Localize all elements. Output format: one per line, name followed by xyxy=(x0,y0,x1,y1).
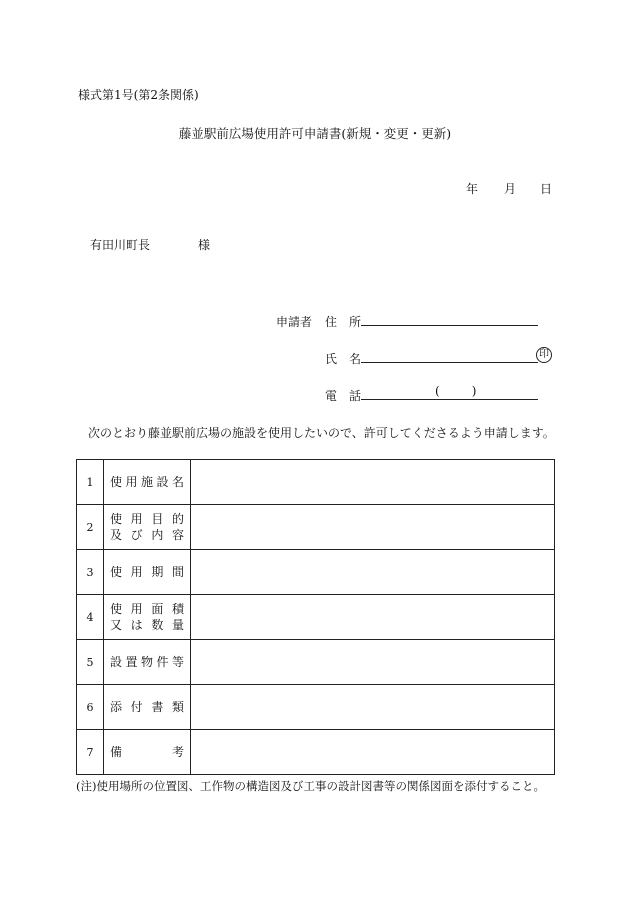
item-label-char: 用 xyxy=(130,602,143,616)
name-label: 氏 名 xyxy=(325,352,362,366)
item-label-char: 使 xyxy=(110,475,123,489)
item-label-line xyxy=(110,699,184,715)
date-line xyxy=(466,180,552,197)
item-label-char: 面 xyxy=(151,602,164,616)
item-label-line xyxy=(110,527,184,543)
item-number: 3 xyxy=(77,550,104,595)
item-label-char: 付 xyxy=(130,700,143,714)
item-label xyxy=(104,550,191,595)
table-row xyxy=(77,595,555,640)
item-label-char: 内 xyxy=(151,528,164,542)
item-label-text xyxy=(104,511,190,543)
seal-mark: 印 xyxy=(536,347,552,363)
table-row xyxy=(77,505,555,550)
item-label-char: 使 xyxy=(110,602,123,616)
item-label-line xyxy=(110,511,184,527)
applicant-label: 申請者 xyxy=(276,315,313,329)
item-value-field[interactable] xyxy=(191,550,555,595)
item-value-field[interactable] xyxy=(191,595,555,640)
item-value-field[interactable] xyxy=(191,505,555,550)
item-label xyxy=(104,730,191,775)
item-label-char: 数 xyxy=(151,618,164,632)
item-label-char: 用 xyxy=(125,475,138,489)
application-items-table xyxy=(76,459,555,775)
date-month-label: 月 xyxy=(504,182,517,196)
item-label-line xyxy=(110,654,184,670)
item-label-char: 及 xyxy=(110,528,123,542)
item-number: 2 xyxy=(77,505,104,550)
date-year-label: 年 xyxy=(466,182,479,196)
item-label-char: 目 xyxy=(151,512,164,526)
item-label-text xyxy=(104,699,190,715)
address-field[interactable] xyxy=(361,325,538,326)
item-label-char: 類 xyxy=(171,700,184,714)
phone-field[interactable] xyxy=(361,399,538,400)
item-value-field[interactable] xyxy=(191,640,555,685)
item-label-char: 設 xyxy=(110,655,123,669)
item-label-char: 名 xyxy=(171,475,184,489)
item-label-char: 量 xyxy=(171,618,184,632)
item-label-char: 備 xyxy=(110,745,123,759)
item-label-text xyxy=(104,744,190,760)
item-label xyxy=(104,685,191,730)
table-row xyxy=(77,640,555,685)
item-label-text xyxy=(104,654,190,670)
item-number: 5 xyxy=(77,640,104,685)
item-label-char: 考 xyxy=(171,745,184,759)
item-label-char: 又 xyxy=(110,618,123,632)
item-label-text xyxy=(104,601,190,633)
item-label-char: 物 xyxy=(140,655,153,669)
item-label xyxy=(104,505,191,550)
item-label-line xyxy=(110,601,184,617)
phone-area-code-parens xyxy=(435,384,476,398)
name-field[interactable] xyxy=(361,362,538,363)
addressee-name: 有田川町長 xyxy=(90,238,151,252)
item-value-field[interactable] xyxy=(191,460,555,505)
form-number: 様式第1号(第2条関係) xyxy=(78,88,199,102)
item-label-char: 用 xyxy=(130,512,143,526)
item-label xyxy=(104,640,191,685)
item-label-line xyxy=(110,474,184,490)
item-label-char: 使 xyxy=(110,512,123,526)
item-label-line xyxy=(110,744,184,760)
item-label-char: 等 xyxy=(171,655,184,669)
item-label-char: 添 xyxy=(110,700,123,714)
item-label-char: 書 xyxy=(151,700,164,714)
date-day-label: 日 xyxy=(540,182,553,196)
addressee-honorific: 様 xyxy=(198,238,211,252)
item-label-text xyxy=(104,564,190,580)
item-label-line xyxy=(110,564,184,580)
phone-paren-open: ( xyxy=(435,384,440,398)
item-label-char: 容 xyxy=(171,528,184,542)
address-label: 住 所 xyxy=(325,315,362,329)
table-row xyxy=(77,550,555,595)
item-label-char: 使 xyxy=(110,565,123,579)
addressee xyxy=(90,236,210,253)
item-number: 6 xyxy=(77,685,104,730)
footnote: (注)使用場所の位置図、工作物の構造図及び工事の設計図書等の関係図面を添付すること。 xyxy=(76,779,545,793)
item-value-field[interactable] xyxy=(191,730,555,775)
item-label-text xyxy=(104,474,190,490)
document-title: 藤並駅前広場使用許可申請書(新規・変更・更新) xyxy=(178,126,452,141)
item-label xyxy=(104,595,191,640)
item-label-char: 的 xyxy=(171,512,184,526)
item-number: 4 xyxy=(77,595,104,640)
table-row xyxy=(77,685,555,730)
table-row xyxy=(77,460,555,505)
item-number: 7 xyxy=(77,730,104,775)
item-label-char: び xyxy=(130,528,143,542)
phone-paren-close: ) xyxy=(471,384,477,398)
item-label-char: 件 xyxy=(156,655,169,669)
item-label-char: は xyxy=(130,618,143,632)
item-label-char: 期 xyxy=(151,565,164,579)
item-label-line xyxy=(110,617,184,633)
item-label-char: 設 xyxy=(156,475,169,489)
table-row xyxy=(77,730,555,775)
phone-label: 電 話 xyxy=(325,389,362,403)
item-number: 1 xyxy=(77,460,104,505)
item-label-char: 施 xyxy=(140,475,153,489)
item-value-field[interactable] xyxy=(191,685,555,730)
item-label-char: 積 xyxy=(171,602,184,616)
item-label-char: 置 xyxy=(125,655,138,669)
item-label-char: 間 xyxy=(171,565,184,579)
item-label-char: 用 xyxy=(130,565,143,579)
request-sentence: 次のとおり藤並駅前広場の施設を使用したいので、許可してくださるよう申請します。 xyxy=(88,426,555,440)
item-label xyxy=(104,460,191,505)
